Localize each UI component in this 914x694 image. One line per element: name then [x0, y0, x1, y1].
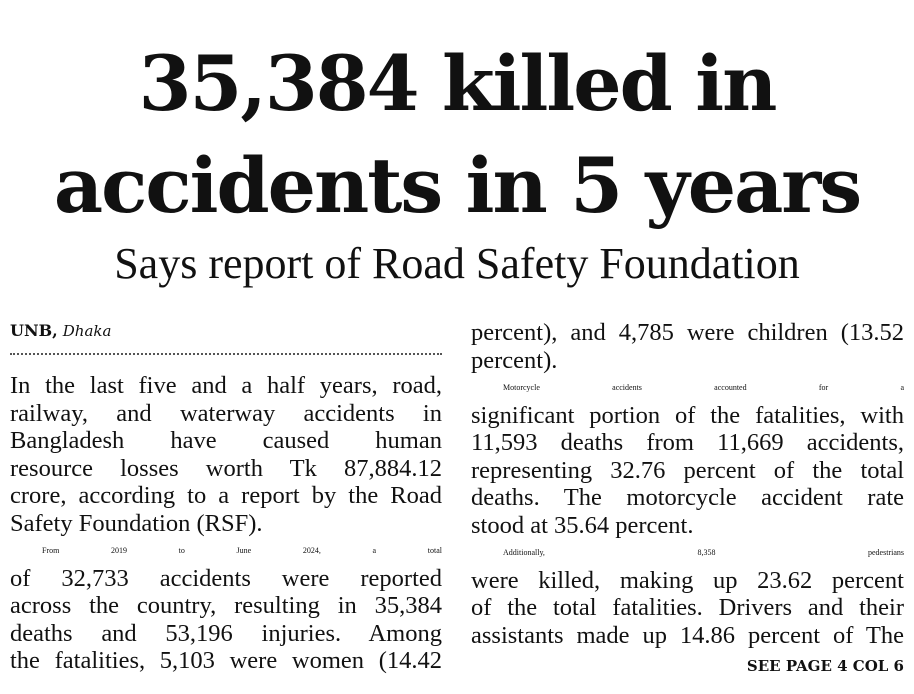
article-column-left: [10, 372, 442, 675]
body-line: were killed, making up 23.62 percent: [471, 566, 904, 594]
body-line: In the last five and a half years, road,: [10, 372, 442, 399]
body-line: assistants made up 14.86 percent of The: [471, 621, 904, 649]
body-line: 11,593 deaths from 11,669 accidents,: [471, 429, 904, 456]
body-line: representing 32.76 percent of the total: [471, 456, 904, 484]
body-line: Bangladesh have caused human: [10, 427, 442, 454]
byline-place: Dhaka: [62, 322, 112, 340]
article-column-right: [471, 319, 904, 649]
body-line: crore, according to a report by the Road: [10, 482, 442, 509]
headline-line-2: accidents in 5 years: [53, 141, 861, 230]
body-line: significant portion of the fatalities, with: [471, 401, 904, 429]
body-line: Safety Foundation (RSF).: [10, 509, 263, 537]
byline-divider: [10, 353, 442, 355]
byline: [10, 321, 111, 341]
body-line: railway, and waterway accidents in: [10, 399, 442, 427]
headline-line-1: 35,384 killed in: [138, 39, 776, 128]
body-line: resource losses worth Tk 87,884.12: [10, 454, 442, 482]
continuation-note: SEE PAGE 4 COL 6: [746, 657, 904, 675]
body-line: stood at 35.64 percent.: [471, 511, 694, 539]
body-line: across the country, resulting in 35,384: [10, 592, 442, 619]
body-line: percent), and 4,785 were children (13.52: [471, 319, 904, 346]
body-line: of 32,733 accidents were reported: [10, 564, 442, 592]
body-line: of the total fatalities. Drivers and their: [471, 594, 904, 621]
byline-agency: UNB,: [10, 321, 58, 340]
subheadline: Says report of Road Safety Foundation: [114, 239, 800, 288]
body-line: Motorcycle accidents accounted for a: [503, 383, 904, 392]
body-line: Additionally, 8,358 pedestrians: [503, 548, 904, 557]
body-line: deaths. The motorcycle accident rate: [471, 484, 904, 511]
body-line: deaths and 53,196 injuries. Among: [10, 619, 442, 647]
body-line: percent).: [471, 346, 558, 374]
body-line: the fatalities, 5,103 were women (14.42: [10, 647, 442, 674]
body-line: From 2019 to June 2024, a total: [42, 546, 442, 555]
